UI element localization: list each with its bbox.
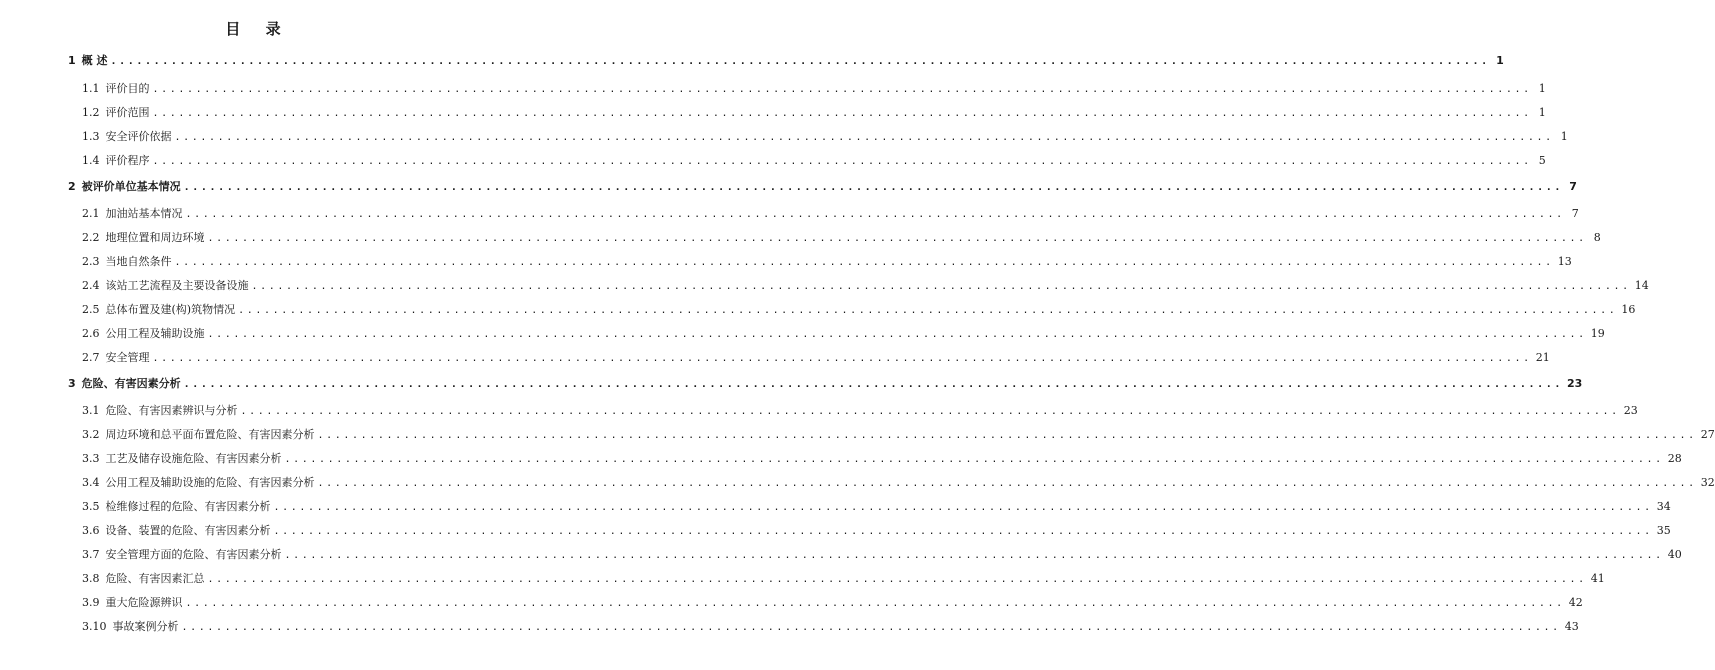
toc-number: 3 bbox=[68, 377, 76, 390]
dot-leader: ................................................................................................................................................................ bbox=[152, 84, 1532, 95]
toc-section-row[interactable] bbox=[82, 130, 1568, 144]
toc-section-row[interactable] bbox=[82, 351, 1550, 365]
toc-page-number: 16 bbox=[1621, 303, 1636, 316]
toc-label: 该站工艺流程及主要设备设施 bbox=[105, 279, 249, 292]
toc-page-number: 27 bbox=[1700, 428, 1715, 441]
toc-number: 1.2 bbox=[82, 106, 100, 119]
toc-page-number: 7 bbox=[1571, 207, 1579, 220]
toc-number: 2.2 bbox=[82, 231, 100, 244]
dot-leader: ................................................................................................................................................................ bbox=[174, 132, 1554, 143]
toc-chapter-row[interactable] bbox=[68, 377, 1583, 391]
dot-leader: ................................................................................................................................................................ bbox=[110, 56, 1490, 67]
toc-label: 公用工程及辅助设施 bbox=[105, 327, 205, 340]
toc-number: 3.8 bbox=[82, 572, 100, 585]
toc-label: 安全评价依据 bbox=[105, 130, 172, 143]
dot-leader: ................................................................................................................................................................ bbox=[183, 182, 1563, 193]
toc-section-row[interactable] bbox=[82, 255, 1572, 269]
toc-page-number: 40 bbox=[1667, 548, 1682, 561]
dot-leader: ................................................................................................................................................................ bbox=[207, 574, 1587, 585]
dot-leader: ................................................................................................................................................................ bbox=[273, 526, 1653, 537]
toc-number: 3.7 bbox=[82, 548, 100, 561]
toc-number: 3.6 bbox=[82, 524, 100, 537]
dot-leader: ................................................................................................................................................................ bbox=[240, 406, 1620, 417]
toc-number: 3.5 bbox=[82, 500, 100, 513]
toc-page-number: 42 bbox=[1568, 596, 1583, 609]
toc-number: 3.2 bbox=[82, 428, 100, 441]
toc-page-number: 1 bbox=[1538, 82, 1546, 95]
toc-number: 3.9 bbox=[82, 596, 100, 609]
toc-label: 安全管理方面的危险、有害因素分析 bbox=[105, 548, 282, 561]
dot-leader: ................................................................................................................................................................ bbox=[317, 430, 1697, 441]
toc-label: 危险、有害因素汇总 bbox=[105, 572, 205, 585]
toc-label: 地理位置和周边环境 bbox=[105, 231, 205, 244]
toc-number: 3.10 bbox=[82, 620, 107, 633]
toc-label: 当地自然条件 bbox=[105, 255, 172, 268]
toc-section-row[interactable] bbox=[82, 596, 1583, 610]
toc-label: 检维修过程的危险、有害因素分析 bbox=[105, 500, 271, 513]
toc-number: 2.4 bbox=[82, 279, 100, 292]
toc-page-number: 28 bbox=[1667, 452, 1682, 465]
dot-leader: ................................................................................................................................................................ bbox=[207, 329, 1587, 340]
toc-page-number: 7 bbox=[1569, 180, 1577, 193]
toc-label: 事故案例分析 bbox=[112, 620, 179, 633]
toc-section-row[interactable] bbox=[82, 106, 1546, 120]
toc-label: 危险、有害因素分析 bbox=[81, 377, 181, 390]
toc-number: 3.3 bbox=[82, 452, 100, 465]
toc-page-number: 35 bbox=[1656, 524, 1671, 537]
toc-page-number: 43 bbox=[1564, 620, 1579, 633]
toc-number: 3.1 bbox=[82, 404, 100, 417]
dot-leader: ................................................................................................................................................................ bbox=[174, 257, 1554, 268]
toc-number: 2.5 bbox=[82, 303, 100, 316]
toc-page-number: 23 bbox=[1566, 377, 1583, 390]
toc-page-number: 1 bbox=[1538, 106, 1546, 119]
toc-section-row[interactable] bbox=[82, 476, 1715, 490]
toc-section-row[interactable] bbox=[82, 231, 1601, 245]
toc-number: 2.7 bbox=[82, 351, 100, 364]
dot-leader: ................................................................................................................................................................ bbox=[284, 454, 1664, 465]
toc-page-number: 34 bbox=[1656, 500, 1671, 513]
toc-section-row[interactable] bbox=[82, 303, 1636, 317]
toc-section-row[interactable] bbox=[82, 154, 1546, 168]
toc-label: 重大危险源辨识 bbox=[105, 596, 183, 609]
toc-section-row[interactable] bbox=[82, 500, 1671, 514]
toc-page-number: 32 bbox=[1700, 476, 1715, 489]
toc-label: 评价目的 bbox=[105, 82, 150, 95]
toc-page-number: 41 bbox=[1590, 572, 1605, 585]
toc-label: 危险、有害因素辨识与分析 bbox=[105, 404, 238, 417]
toc-number: 2.3 bbox=[82, 255, 100, 268]
toc-section-row[interactable] bbox=[82, 327, 1605, 341]
toc-page-number: 8 bbox=[1593, 231, 1601, 244]
dot-leader: ................................................................................................................................................................ bbox=[238, 305, 1618, 316]
toc-number: 1.1 bbox=[82, 82, 100, 95]
toc-label: 概 述 bbox=[81, 54, 108, 67]
toc-number: 2 bbox=[68, 180, 76, 193]
toc-label: 设备、装置的危险、有害因素分析 bbox=[105, 524, 271, 537]
page-title: 目 录 bbox=[225, 20, 291, 38]
dot-leader: ................................................................................................................................................................ bbox=[317, 478, 1697, 489]
dot-leader: ................................................................................................................................................................ bbox=[152, 108, 1532, 119]
toc-section-row[interactable] bbox=[82, 404, 1638, 418]
toc-page-number: 5 bbox=[1538, 154, 1546, 167]
dot-leader: ................................................................................................................................................................ bbox=[284, 550, 1664, 561]
toc-section-row[interactable] bbox=[82, 428, 1715, 442]
toc-label: 评价范围 bbox=[105, 106, 150, 119]
dot-leader: ................................................................................................................................................................ bbox=[273, 502, 1653, 513]
toc-page-number: 14 bbox=[1634, 279, 1649, 292]
dot-leader: ................................................................................................................................................................ bbox=[181, 622, 1561, 633]
toc-chapter-row[interactable] bbox=[68, 54, 1504, 68]
toc-label: 公用工程及辅助设施的危险、有害因素分析 bbox=[105, 476, 315, 489]
toc-section-row[interactable] bbox=[82, 207, 1579, 221]
toc-label: 周边环境和总平面布置危险、有害因素分析 bbox=[105, 428, 315, 441]
toc-page-number: 13 bbox=[1557, 255, 1572, 268]
toc-page-number: 21 bbox=[1535, 351, 1550, 364]
dot-leader: ................................................................................................................................................................ bbox=[207, 233, 1587, 244]
dot-leader: ................................................................................................................................................................ bbox=[152, 353, 1532, 364]
dot-leader: ................................................................................................................................................................ bbox=[185, 209, 1565, 220]
dot-leader: ................................................................................................................................................................ bbox=[251, 281, 1631, 292]
toc-page-number: 1 bbox=[1560, 130, 1568, 143]
toc-label: 评价程序 bbox=[105, 154, 150, 167]
toc-number: 3.4 bbox=[82, 476, 100, 489]
toc-number: 1 bbox=[68, 54, 76, 67]
dot-leader: ................................................................................................................................................................ bbox=[183, 379, 1563, 390]
toc-chapter-row[interactable] bbox=[68, 180, 1577, 194]
toc-label: 总体布置及建(构)筑物情况 bbox=[105, 303, 236, 316]
toc-section-row[interactable] bbox=[82, 548, 1682, 562]
toc-number: 1.4 bbox=[82, 154, 100, 167]
toc-label: 工艺及储存设施危险、有害因素分析 bbox=[105, 452, 282, 465]
toc-section-row[interactable] bbox=[82, 572, 1605, 586]
toc-number: 2.1 bbox=[82, 207, 100, 220]
toc-section-row[interactable] bbox=[82, 279, 1649, 293]
toc-page-number: 19 bbox=[1590, 327, 1605, 340]
toc-label: 被评价单位基本情况 bbox=[81, 180, 181, 193]
toc-number: 1.3 bbox=[82, 130, 100, 143]
toc-page-number: 1 bbox=[1496, 54, 1504, 67]
toc-label: 加油站基本情况 bbox=[105, 207, 183, 220]
toc-section-row[interactable] bbox=[82, 620, 1579, 634]
dot-leader: ................................................................................................................................................................ bbox=[152, 156, 1532, 167]
dot-leader: ................................................................................................................................................................ bbox=[185, 598, 1565, 609]
toc-number: 2.6 bbox=[82, 327, 100, 340]
toc-page-number: 23 bbox=[1623, 404, 1638, 417]
toc-label: 安全管理 bbox=[105, 351, 150, 364]
toc-section-row[interactable] bbox=[82, 452, 1682, 466]
toc-section-row[interactable] bbox=[82, 524, 1671, 538]
toc-section-row[interactable] bbox=[82, 82, 1546, 96]
